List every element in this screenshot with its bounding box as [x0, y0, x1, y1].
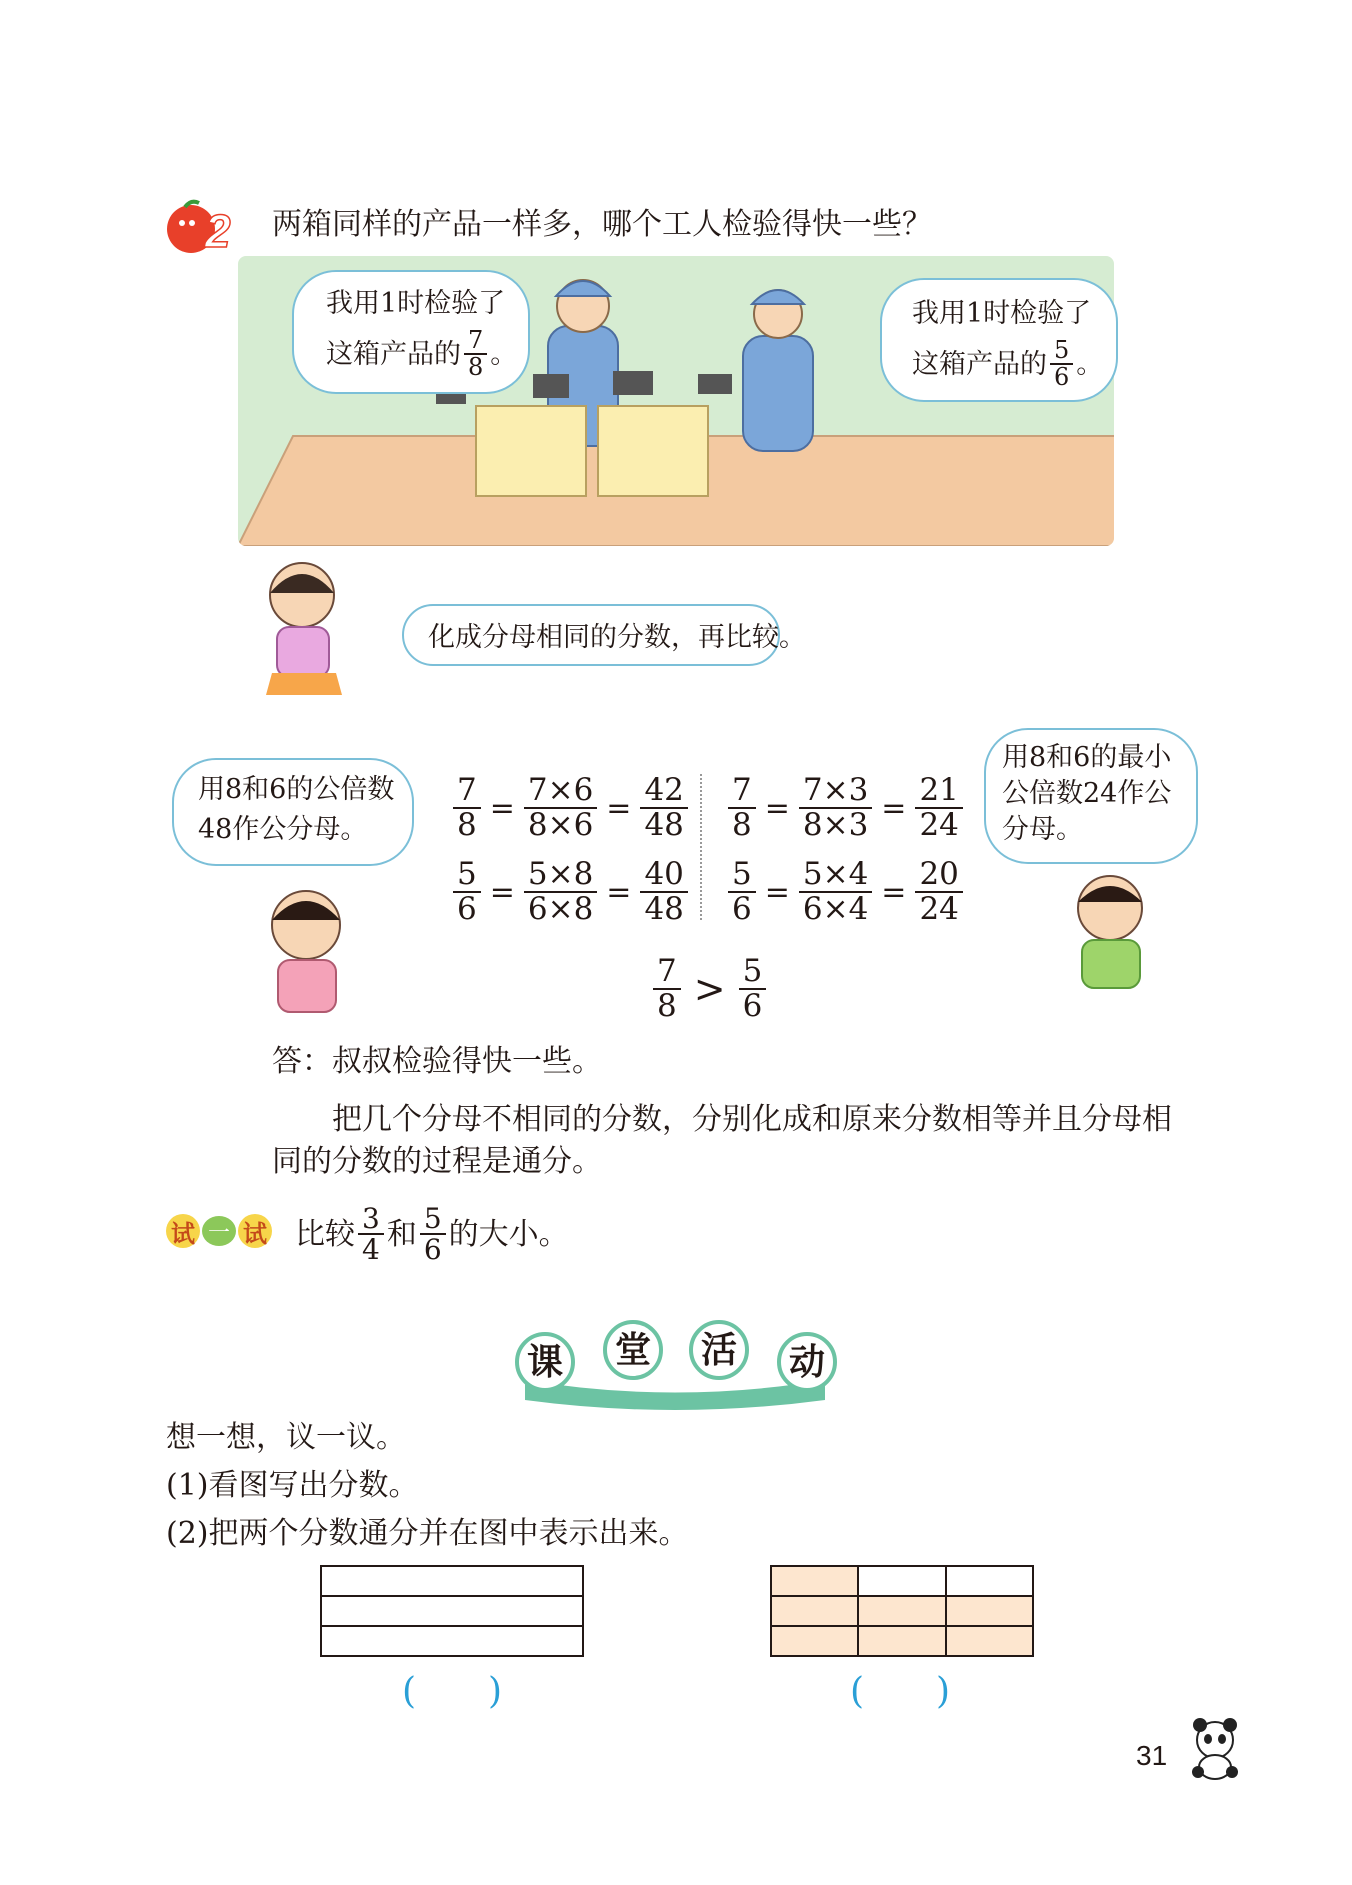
equals-sign: =: [489, 790, 515, 826]
greater-than-sign: >: [693, 966, 726, 1011]
fraction: $\frac{5\times 4}{6\times 4}$: [799, 858, 872, 925]
activity-intro: 想一想，议一议。: [166, 1420, 406, 1455]
fraction: $\frac{7}{8}$: [453, 774, 481, 841]
bubble-line: 化成分母相同的分数，再比较。: [428, 622, 806, 653]
fraction: $\frac{5}{6}$: [739, 955, 767, 1022]
grid-cell-shaded: [859, 1627, 946, 1657]
grid-cell-shaded: [947, 1597, 1034, 1627]
grid-cell-shaded: [772, 1627, 859, 1657]
equals-sign: =: [764, 874, 790, 910]
equals-sign: =: [606, 790, 632, 826]
answer-blank-2[interactable]: ( ): [850, 1671, 951, 1712]
fraction: $\frac{21}{24}$: [915, 774, 962, 841]
calc-row: [725, 850, 966, 934]
boy-illustration: [1030, 868, 1170, 1008]
fraction: $\frac{40}{48}$: [640, 858, 687, 925]
example-number: 2: [205, 205, 231, 257]
bubble-line: 我用1时检验了: [912, 298, 1092, 329]
definition-line1: 把几个分母不相同的分数，分别化成和原来分数相等并且分母相: [332, 1102, 1172, 1137]
fraction: $\frac{7}{8}$: [653, 955, 681, 1022]
title-char: 课: [526, 1341, 564, 1383]
title-char: 活: [700, 1329, 738, 1371]
equals-sign: =: [764, 790, 790, 826]
grid-cell: [322, 1567, 584, 1597]
bubble-line: 分母。: [1002, 814, 1083, 845]
girl-illustration: [242, 555, 382, 725]
equals-sign: =: [881, 790, 907, 826]
calc-row: [725, 766, 966, 850]
try-it-prompt: 比较 $\frac{3}{4}$ 和 $\frac{5}{6}$ 的大小。: [295, 1202, 569, 1267]
activity-title-banner: [505, 1310, 845, 1410]
calc-divider: [700, 774, 702, 920]
grid-cell: [322, 1597, 584, 1627]
title-char: 堂: [614, 1329, 652, 1371]
grid-cell-shaded: [859, 1597, 946, 1627]
fraction: $\frac{7}{8}$: [464, 328, 487, 380]
bubble-line: 用8和6的公倍数: [198, 774, 395, 805]
fraction-grid-1: [320, 1565, 584, 1657]
fraction: $\frac{42}{48}$: [640, 774, 687, 841]
fraction: $\frac{5\times 8}{6\times 8}$: [524, 858, 597, 925]
girl2-illustration: [240, 880, 380, 1030]
calc-row: [450, 850, 691, 934]
method-left-bubble: [172, 758, 414, 866]
calc-row: [450, 766, 691, 850]
equals-sign: =: [606, 874, 632, 910]
fraction: $\frac{5}{6}$: [1050, 338, 1073, 390]
fraction: $\frac{20}{24}$: [915, 858, 962, 925]
example-question: 两箱同样的产品一样多，哪个工人检验得快一些？: [272, 207, 932, 242]
grid-cell-shaded: [772, 1597, 859, 1627]
panda-icon: [1180, 1712, 1250, 1782]
bubble-line: 用8和6的最小: [1002, 742, 1172, 773]
fraction: $\frac{7\times 6}{8\times 6}$: [524, 774, 597, 841]
calc-left: [450, 766, 691, 934]
grid-cell: [947, 1567, 1034, 1597]
girl-tip-bubble: [402, 604, 806, 666]
bubble-line: 48作公分母。: [198, 814, 368, 845]
title-char: 动: [788, 1341, 826, 1383]
badge-char: 一: [202, 1216, 236, 1246]
bubble-line: 这箱产品的: [326, 338, 461, 370]
activity-item1: (1)看图写出分数。: [166, 1468, 419, 1503]
grid-cell-shaded: [947, 1627, 1034, 1657]
fraction: $\frac{5}{6}$: [728, 858, 756, 925]
equals-sign: =: [881, 874, 907, 910]
fraction-grid-2: [770, 1565, 1034, 1657]
activity-item2: (2)把两个分数通分并在图中表示出来。: [166, 1516, 689, 1551]
method-right-bubble: [984, 728, 1198, 864]
worker-left-bubble: 我用1时检验了 这箱产品的 $\frac{7}{8}$ 。: [292, 270, 530, 394]
grid-cell: [859, 1567, 946, 1597]
fraction: $\frac{7}{8}$: [728, 774, 756, 841]
equals-sign: =: [489, 874, 515, 910]
page-number: 31: [1136, 1740, 1168, 1771]
try-it-badge: [166, 1214, 272, 1248]
bubble-line: 这箱产品的: [912, 348, 1047, 380]
fraction: $\frac{5}{6}$: [420, 1204, 446, 1265]
fraction: $\frac{5}{6}$: [453, 858, 481, 925]
badge-char: 试: [166, 1214, 200, 1248]
worker-right-bubble: 我用1时检验了 这箱产品的 $\frac{5}{6}$ 。: [880, 278, 1118, 402]
definition-line2: 同的分数的过程是通分。: [272, 1144, 602, 1179]
badge-char: 试: [238, 1214, 272, 1248]
bubble-line: 我用1时检验了: [326, 288, 506, 319]
fraction: $\frac{3}{4}$: [358, 1204, 384, 1265]
example-2-badge: [165, 195, 247, 259]
grid-cell-shaded: [772, 1567, 859, 1597]
bubble-line: 公倍数24作公: [1002, 778, 1172, 809]
answer-blank-1[interactable]: ( ): [402, 1671, 503, 1712]
grid-cell: [322, 1627, 584, 1657]
answer: 答：叔叔检验得快一些。: [272, 1044, 602, 1079]
calc-right: [725, 766, 966, 934]
comparison: [650, 955, 769, 1022]
fraction: $\frac{7\times 3}{8\times 3}$: [799, 774, 872, 841]
